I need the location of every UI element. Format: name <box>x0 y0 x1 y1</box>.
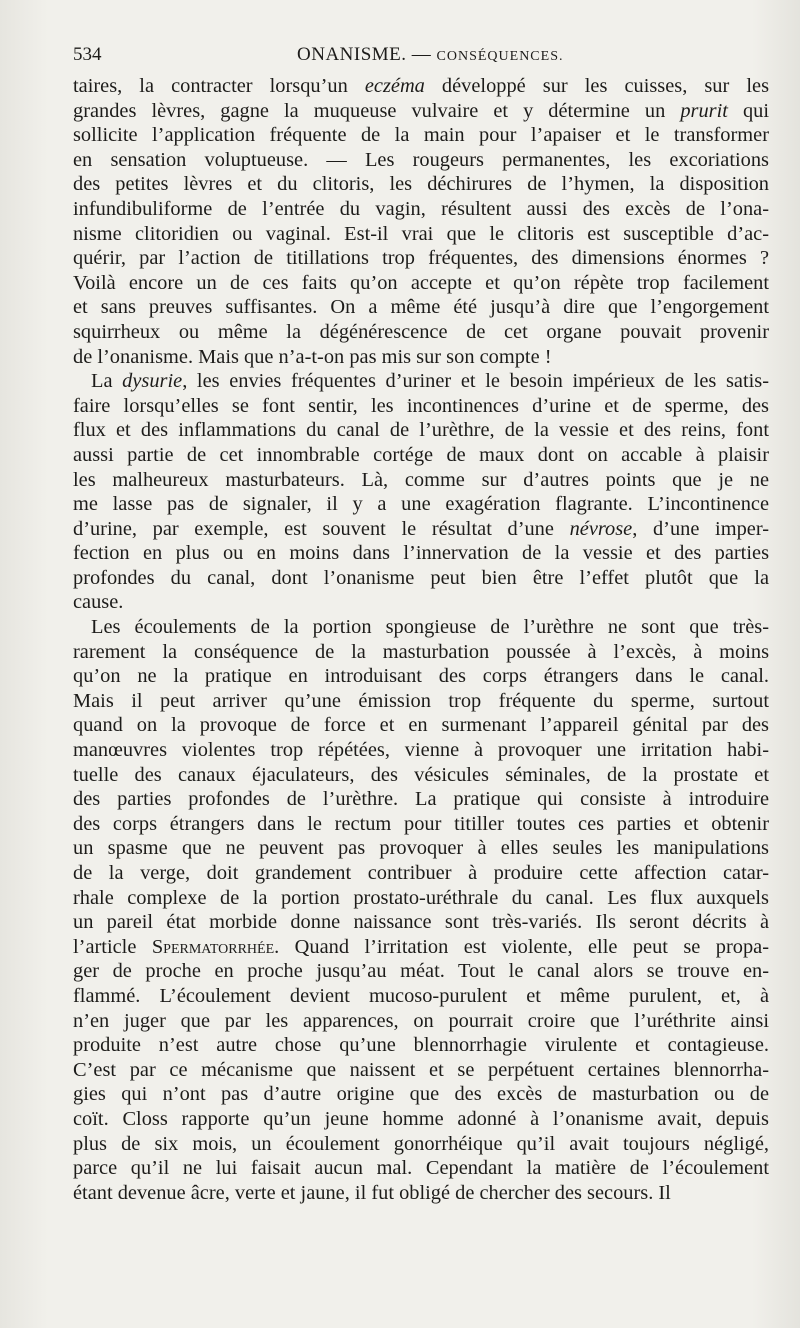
text-line: Voilà encore un de ces faits qu’on accepte et qu’on répète trop facilement <box>73 271 769 294</box>
text-line: quand on la provoque de force et en surmenant l’appareil génital par des <box>73 714 769 737</box>
paragraph <box>73 74 769 369</box>
text-line: des corps étrangers dans le rectum pour titiller toutes ces parties et obtenir <box>73 812 769 835</box>
text-line: faire lorsqu’elles se font sentir, les incontinences d’urine et de sperme, des <box>73 394 769 417</box>
text-line: Mais il peut arriver qu’une émission trop fréquente du sperme, surtout <box>73 689 769 712</box>
text-line: profondes du canal, dont l’onanisme peut bien être l’effet plutôt que la <box>73 566 769 589</box>
text-line: La dysurie, les envies fréquentes d’uriner et le besoin impérieux de les satis- <box>91 370 769 393</box>
text-line: aussi partie de cet innombrable cortége de maux dont on accable à plaisir <box>73 443 769 466</box>
body-text <box>73 74 769 1205</box>
paragraph <box>73 615 769 1205</box>
text-line: produite n’est autre chose qu’une blennorrhagie virulente et contagieuse. <box>73 1034 769 1057</box>
text-line: parce qu’il ne lui faisait aucun mal. Cependant la matière de l’écoulement <box>73 1157 769 1180</box>
text-line: qu’on ne la pratique en introduisant des corps étrangers dans le canal. <box>73 665 769 688</box>
text-line: gies qui n’ont pas d’autre origine que des excès de masturbation ou de <box>73 1083 769 1106</box>
running-header <box>73 40 769 70</box>
text-line: squirrheux ou même la dégénérescence de cet organe pouvait provenir <box>73 320 769 343</box>
text-line: rarement la conséquence de la masturbation poussée à l’excès, à moins <box>73 640 769 663</box>
text-line: flux et des inflammations du canal de l’urèthre, de la vessie et des reins, font <box>73 419 769 442</box>
text-line: nisme clitoridien ou vaginal. Est-il vrai que le clitoris est susceptible d’ac- <box>73 222 769 245</box>
running-title-main: ONANISME. — <box>297 44 432 65</box>
text-line: cause. <box>73 591 124 614</box>
text-line: coït. Closs rapporte qu’un jeune homme adonné à l’onanisme avait, depuis <box>73 1107 769 1130</box>
running-title <box>297 44 564 66</box>
paragraph <box>73 369 769 615</box>
text-line: manœuvres violentes trop répétées, vienne à provoquer une irritation habi- <box>73 739 769 762</box>
text-line: quérir, par l’action de titillations trop fréquentes, des dimensions énormes ? <box>73 247 769 270</box>
text-line: flammé. L’écoulement devient mucoso-purulent et même purulent, et, à <box>73 984 769 1007</box>
text-line: de la verge, doit grandement contribuer à produire cette affection catar- <box>73 862 769 884</box>
text-line: un pareil état morbide donne naissance sont très-variés. Ils seront décrits à <box>73 911 769 934</box>
page-number: 534 <box>73 44 102 65</box>
text-line: n’en juger que par les apparences, on pourrait croire que l’uréthrite ainsi <box>73 1009 769 1032</box>
text-line: taires, la contracter lorsqu’un eczéma développé sur les cuisses, sur les <box>73 75 769 97</box>
text-line: d’urine, par exemple, est souvent le résultat d’une névrose, d’une imper- <box>73 517 769 540</box>
text-line: infundibuliforme de l’entrée du vagin, résultent aussi des excès de l’ona- <box>73 197 769 220</box>
text-line: sollicite l’application fréquente de la main pour l’apaiser et le transformer <box>73 124 769 147</box>
text-line: C’est par ce mécanisme que naissent et se perpétuent certaines blennorrha- <box>73 1058 769 1081</box>
text-line: tuelle des canaux éjaculateurs, des vésicules séminales, de la prostate et <box>73 763 769 786</box>
running-title-sub: CONSÉQUENCES. <box>436 49 564 64</box>
text-line: des petites lèvres et du clitoris, les déchirures de l’hymen, la disposition <box>73 173 769 196</box>
text-line: plus de six mois, un écoulement gonorrhéique qu’il avait toujours négligé, <box>73 1132 769 1155</box>
text-line: grandes lèvres, gagne la muqueuse vulvaire et y détermine un prurit qui <box>73 99 770 122</box>
text-line: et sans preuves suffisantes. On a même été jusqu’à dire que l’engorgement <box>73 296 769 319</box>
text-line: un spasme que ne peuvent pas provoquer à elles seules les manipulations <box>73 837 769 860</box>
text-line: fection en plus ou en moins dans l’innervation de la vessie et des parties <box>73 542 769 565</box>
text-line: en sensation voluptueuse. — Les rougeurs permanentes, les excoriations <box>73 148 769 171</box>
text-line: rhale complexe de la portion prostato-uréthrale du canal. Les flux auxquels <box>73 886 769 909</box>
text-line: Les écoulements de la portion spongieuse de l’urèthre ne sont que très- <box>91 616 769 639</box>
text-line: étant devenue âcre, verte et jaune, il fut obligé de chercher des secours. Il <box>73 1181 671 1204</box>
text-line: me lasse pas de signaler, il y a une exagération flagrante. L’incontinence <box>73 493 769 516</box>
text-line: les malheureux masturbateurs. Là, comme sur d’autres points que je ne <box>73 468 769 491</box>
text-line: de l’onanisme. Mais que n’a-t-on pas mis sur son compte ! <box>73 345 552 368</box>
text-line: des parties profondes de l’urèthre. La pratique qui consiste à introduire <box>73 788 769 811</box>
text-line: l’article Spermatorrhée. Quand l’irritation est violente, elle peut se propa- <box>73 935 769 958</box>
text-line: ger de proche en proche jusqu’au méat. Tout le canal alors se trouve en- <box>73 960 769 983</box>
